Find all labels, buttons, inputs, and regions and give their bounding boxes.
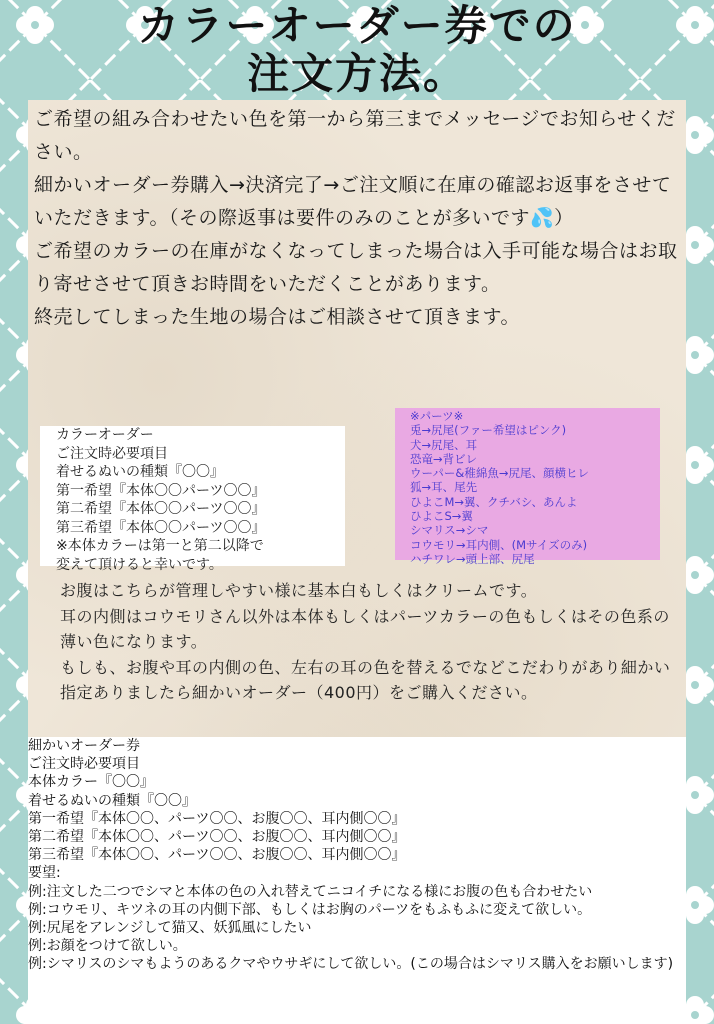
- detail-example: 例:コウモリ、キツネの耳の内側下部、もしくはお胸のパーツをもふもふに変えて欲しい。: [28, 901, 592, 918]
- detail-line: 第一希望『本体〇〇、パーツ〇〇、お腹〇〇、耳内側〇〇』: [28, 810, 406, 827]
- parts-box: [395, 408, 660, 566]
- parts-line: 恐竜→背ビレ: [410, 451, 478, 466]
- color-order-line: カラーオーダー: [56, 427, 154, 443]
- notes-paragraph: お腹はこちらが管理しやすい様に基本白もしくはクリームです。: [60, 581, 538, 600]
- detail-line: 着せるぬいの種類『〇〇』: [28, 792, 196, 809]
- parts-line: ウーパー&稚綿魚→尻尾、顔横ヒレ: [410, 466, 590, 481]
- color-order-box: [40, 426, 345, 573]
- parts-line: ひよこM→翼、クチバシ、あんよ: [410, 494, 578, 509]
- page-title-line-1: カラーオーダー券での: [137, 1, 577, 50]
- notes-text: [60, 578, 682, 706]
- intro-paragraph: 終売してしまった生地の場合はご相談させて頂きます。: [34, 306, 520, 328]
- color-order-line: ご注文時必要項目: [56, 445, 168, 462]
- detail-example: 例:シマリスのシマもようのあるクマやウサギにして欲しい。(この場合はシマリス購入をお願いします): [28, 956, 674, 973]
- parts-line: シマリス→シマ: [410, 523, 489, 538]
- parts-line: ひよこS→翼: [410, 509, 473, 524]
- parts-line: ハチワレ→頭上部、尻尾: [410, 551, 535, 566]
- parts-line: 狐→耳、尾先: [410, 480, 478, 495]
- notes-paragraph: もしも、お腹や耳の内側の色、左右の耳の色を替えるでなどこだわりがあり細かい指定ありましたら細かいオーダー（400円）をご購入ください。: [60, 657, 671, 702]
- intro-paragraph: ご希望の組み合わせたい色を第一から第三までメッセージでお知らせください。: [34, 108, 676, 163]
- detail-line: 細かいオーダー券: [28, 738, 140, 754]
- notes-paragraph: 耳の内側はコウモリさん以外は本体もしくはパーツカラーの色もしくはその色系の薄い色になります。: [60, 606, 670, 651]
- color-order-line: 第三希望『本体〇〇パーツ〇〇』: [56, 519, 266, 536]
- intro-text: [34, 103, 682, 334]
- detail-example: 例:尻尾をアレンジして猫又、妖狐風にしたい: [28, 920, 312, 937]
- detail-example: 例:お顔をつけて欲しい。: [28, 938, 187, 955]
- color-order-line: ※本体カラーは第一と第二以降で: [56, 538, 264, 554]
- color-order-line: 着せるぬいの種類『〇〇』: [56, 464, 224, 480]
- parts-heading: ※パーツ※: [410, 409, 464, 423]
- detail-line: 第二希望『本体〇〇、パーツ〇〇、お腹〇〇、耳内側〇〇』: [28, 829, 406, 846]
- parts-line: 犬→尻尾、耳: [410, 437, 478, 452]
- detail-line: 本体カラー『〇〇』: [28, 774, 154, 791]
- parts-line: コウモリ→耳内側、(Mサイズのみ): [410, 537, 588, 552]
- color-order-line: 第一希望『本体〇〇パーツ〇〇』: [56, 482, 266, 499]
- page-title-line-2: 注文方法。: [246, 49, 467, 98]
- detailed-order-box: [28, 737, 686, 1024]
- color-order-line: 第二希望『本体〇〇パーツ〇〇』: [56, 501, 266, 517]
- detail-line: 第三希望『本体〇〇、パーツ〇〇、お腹〇〇、耳内側〇〇』: [28, 847, 406, 864]
- intro-paragraph: ご希望のカラーの在庫がなくなってしまった場合は入手可能な場合はお取り寄せさせて頂きお時間をいただくことがあります。: [34, 240, 678, 295]
- intro-paragraph: 細かいオーダー券購入→決済完了→ご注文順に在庫の確認お返事をさせていただきます。（その際返事は要件のみのことが多いです💦）: [34, 174, 672, 229]
- detail-example: 例:注文した二つでシマと本体の色の入れ替えてニコイチになる様にお腹の色も合わせたい: [28, 883, 593, 900]
- detail-line: 要望:: [28, 865, 61, 882]
- color-order-line: 変えて頂けると幸いです。: [56, 556, 223, 573]
- detail-line: ご注文時必要項目: [28, 756, 140, 773]
- parts-line: 兎→尻尾(ファー希望はピンク): [410, 423, 567, 438]
